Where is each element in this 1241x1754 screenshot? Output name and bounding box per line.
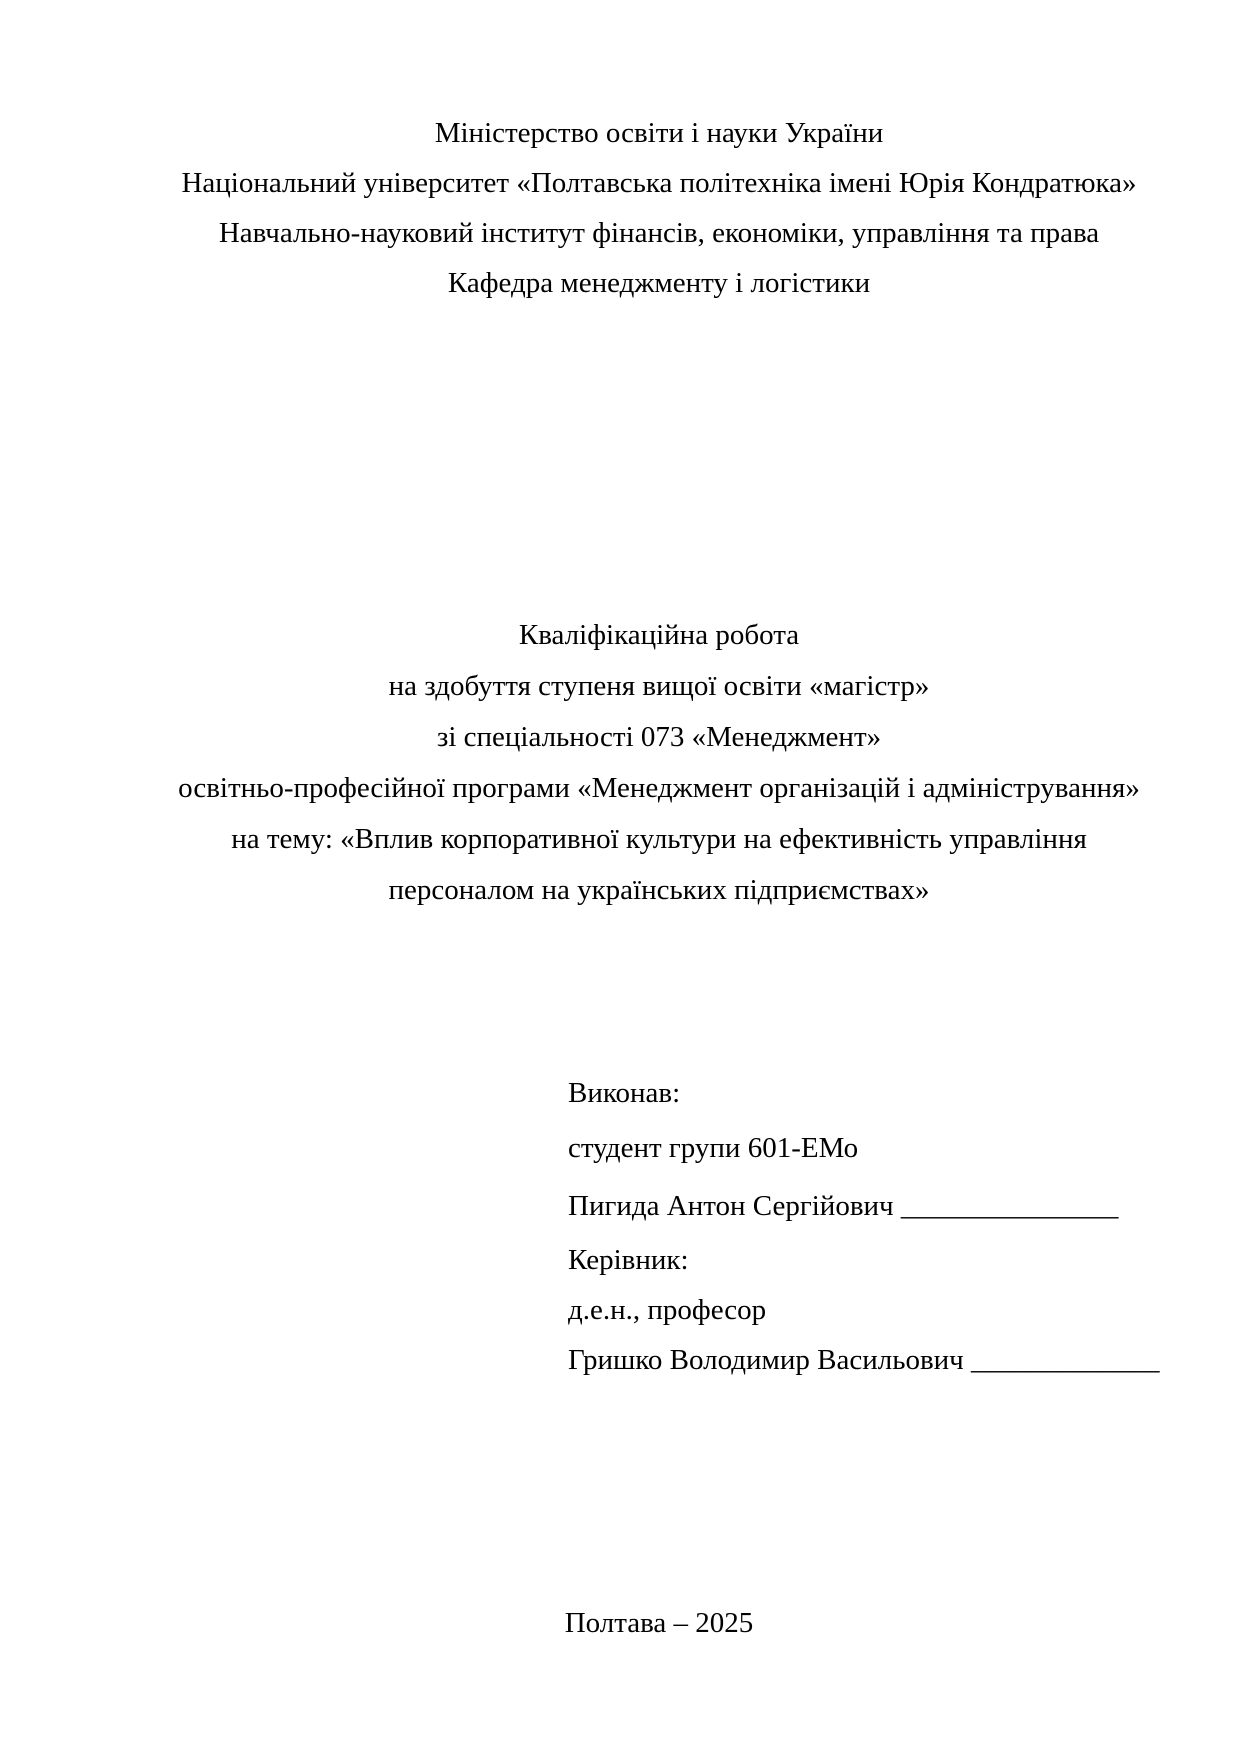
executor-label: Виконав: — [568, 1077, 681, 1109]
city-year-line: Полтава – 2025 — [564, 1607, 754, 1639]
supervisor-label: Керівник: — [568, 1244, 689, 1276]
supervisor-degree: д.е.н., професор — [568, 1294, 767, 1326]
header-block — [177, 108, 1141, 308]
university-line: Національний університет «Полтавська політехніка імені Юрія Кондратюка» — [181, 167, 1137, 199]
department-line: Кафедра менеджменту і логістики — [447, 267, 871, 299]
specialty-line: зі спеціальності 073 «Менеджмент» — [436, 721, 882, 753]
executor-group: студент групи 601-ЕМо — [568, 1132, 859, 1164]
topic-line-2: персоналом на українських підприємствах» — [388, 874, 930, 906]
signature-block — [568, 1068, 1160, 1385]
supervisor-name-signature-line: Гришко Володимир Васильович _____________ — [568, 1344, 1160, 1376]
degree-line: на здобуття ступеня вищої освіти «магістр» — [388, 670, 930, 702]
work-type-line: Кваліфікаційна робота — [518, 619, 800, 651]
executor-name-signature-line: Пигида Антон Сергійович _______________ — [568, 1190, 1119, 1222]
ministry-line: Міністерство освіти і науки України — [434, 117, 884, 149]
topic-line-1: на тему: «Вплив корпоративної культури на ефективність управління — [231, 823, 1087, 855]
qualification-block — [177, 610, 1141, 916]
institute-line: Навчально-науковий інститут фінансів, економіки, управління та права — [218, 217, 1100, 249]
program-line: освітньо-професійної програми «Менеджмент організацій і адміністрування» — [178, 772, 1140, 804]
footer-block — [177, 1598, 1141, 1648]
